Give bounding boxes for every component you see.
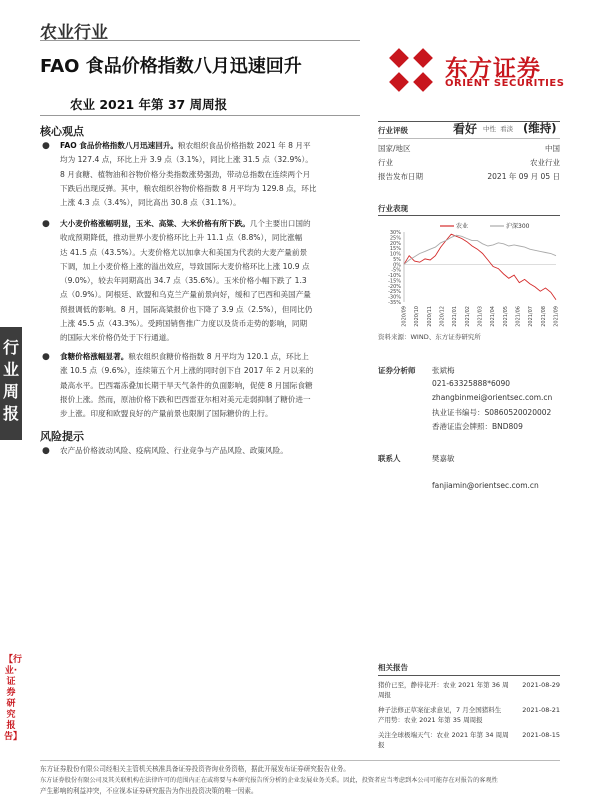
y-tick-label: 20%	[389, 240, 401, 247]
contact-label: 联系人	[378, 454, 401, 463]
rating-row-key: 报告发布日期	[378, 172, 423, 181]
related-title[interactable]: 产用势：农业 2021 年第 35 周周报	[378, 716, 483, 724]
x-tick-label: 2021/03	[477, 306, 484, 327]
y-tick-label: -35%	[388, 300, 401, 306]
x-tick-label: 2021/04	[490, 306, 497, 327]
bullet-line: 均为 127.4 点，环比上升 3.9 点（3.1%），同比上涨 31.5 点（32.9%）。	[60, 155, 313, 165]
rating-row-value: 中国	[545, 144, 560, 153]
orient-securities-logo	[385, 44, 565, 96]
bullet-lead: 食糖价格涨幅显著。	[60, 352, 129, 361]
bullet-line: 的国际大米价格仍处于下行通道。	[60, 333, 174, 343]
bullet-lead: 大小麦价格涨幅明显，玉米、高粱、大米价格有所下跌。	[60, 219, 250, 228]
y-tick-label: -25%	[388, 289, 401, 296]
contact-name: 樊嘉敏	[432, 454, 455, 463]
y-tick-label: 30%	[389, 230, 401, 236]
legend-label: 沪深300	[506, 223, 530, 230]
bullet-dot-icon: ●	[42, 219, 50, 229]
x-tick-label: 2021/05	[502, 306, 509, 327]
bullet-line: 步上涨。印度和欧盟良好的产量前景也限制了国际糖价的上行。	[60, 409, 273, 419]
footer-disclaimer	[40, 764, 560, 797]
bullet-line: 预报调低的影响。8 月，国际高粱报价也下降了 3.9 点（2.5%），但同比仍	[60, 304, 313, 314]
y-tick-label: 10%	[389, 251, 401, 258]
x-tick-label: 2021/08	[540, 306, 547, 327]
side-tag: 【行业·证券研究报告】	[4, 655, 23, 742]
related-item[interactable]	[378, 680, 560, 700]
analyst-label: 证券分析师	[378, 366, 416, 375]
bullet-line: 下跌后出现反弹。其中，粮农组织谷物价格指数 8 月平均为 129.8 点，环比	[60, 183, 317, 193]
analyst-cert: 执业证书编号：S0860520020002	[432, 408, 552, 417]
core-bullet-3	[40, 350, 360, 421]
x-tick-label: 2021/09	[553, 306, 560, 327]
footer-line-text: 东方证券股份有限公司及其关联机构在法律许可的范围内正在或将要与本研究报告所分析的企业发展业务关系。因此，投资者应当考虑到本公司可能存在对报告的客观性	[40, 777, 498, 784]
related-heading: 相关报告	[378, 663, 408, 672]
risk-text: 农产品价格波动风险、疫病风险、行业竞争与产品风险、政策风险。	[60, 446, 288, 455]
bullet-line: （9.0%），较去年同期高出 34.7 点（35.6%）。玉米价格小幅下跌了 1.3	[60, 276, 307, 286]
perf-source: 资料来源：WIND、东方证券研究所	[378, 333, 481, 341]
perf-line	[378, 215, 560, 216]
x-tick-label: 2020/11	[426, 306, 433, 327]
perf-chart	[378, 218, 560, 330]
analyst-name: 张斌梅	[432, 366, 455, 375]
y-tick-label: 25%	[389, 235, 401, 242]
header-divider	[40, 40, 360, 41]
x-tick-label: 2020/12	[439, 306, 446, 327]
logo-mark-icon	[385, 44, 437, 96]
related-item[interactable]	[378, 730, 560, 750]
logo-english: ORIENT SECURITIES	[445, 78, 565, 89]
y-tick-label: 5%	[393, 256, 401, 263]
section-title: 农业行业	[40, 23, 108, 43]
bullet-line: 点（0.9%）。阿根廷、欧盟和乌克兰产量前景向好，缓和了巴西和美国产量	[60, 290, 311, 300]
x-tick-label: 2021/06	[515, 306, 522, 327]
core-bullet-1	[40, 139, 360, 210]
bullet-line: 达 41.5 点（43.5%）。大麦价格尤以加拿大和美国为代表的大麦产量前景	[60, 247, 308, 257]
bullet-line: 最高水平。巴西霜冻叠加长期干旱天气条件的负面影响，促使 8 月国际食糖	[60, 380, 313, 390]
x-tick-label: 2021/02	[464, 306, 471, 327]
x-tick-label: 2020/09	[401, 306, 408, 327]
bullet-line: 涨 10.5 点（9.6%），连续第五个月上涨的同时创下自 2017 年 2 月以来的	[60, 366, 314, 376]
bullet-line: 几个主要出口国的	[249, 219, 311, 228]
report-title: FAO 食品价格指数八月迅速回升	[40, 56, 302, 77]
risk-bullet	[40, 444, 360, 458]
core-heading: 核心观点	[40, 125, 84, 138]
legend-label: 农业	[456, 223, 469, 230]
footer-line	[40, 760, 560, 761]
bullet-line: 下调，加上小麦价格上涨的溢出效应，导致国际大麦价格环比上涨 10.9 点	[60, 261, 310, 271]
related-title[interactable]: 周报	[378, 691, 391, 699]
rating-divider	[378, 138, 560, 139]
series-line	[404, 234, 556, 300]
subtitle-divider	[40, 115, 360, 116]
rating-row-key: 行业	[378, 158, 393, 167]
related-title[interactable]: 关注全球极端天气：农业 2021 年第 34 周周	[378, 731, 509, 739]
y-tick-label: -5%	[391, 267, 401, 274]
footer-line-text: 产生影响的利益冲突，不应视本证券研究报告为作出投资决策的唯一因素。	[40, 787, 258, 795]
rating-label: 行业评级	[378, 126, 408, 135]
bullet-line: 报价上涨。然而，原油价格下跌和巴西雷亚尔相对美元走弱抑制了糖价进一	[60, 394, 311, 404]
x-tick-label: 2021/07	[528, 306, 535, 327]
bullet-line: 粮农组织食品价格指数 2021 年 8 月平	[178, 141, 311, 150]
y-tick-label: 0%	[393, 262, 401, 269]
y-tick-label: -30%	[388, 294, 401, 301]
related-date: 2021-08-21	[522, 706, 560, 714]
related-item[interactable]	[378, 705, 560, 725]
related-title[interactable]: 猪价已至，静待花开：农业 2021 年第 36 周	[378, 681, 509, 689]
y-tick-label: 15%	[389, 246, 401, 253]
bullet-dot-icon: ●	[42, 352, 50, 362]
analyst-phone: 021-63325888*6090	[432, 379, 511, 388]
bullet-dot-icon: ●	[42, 446, 50, 456]
related-date: 2021-08-29	[522, 681, 560, 689]
contact-email[interactable]: fanjiamin@orientsec.com.cn	[432, 481, 539, 490]
bullet-lead: FAO 食品价格指数八月迅速回升。	[60, 141, 179, 150]
rating-options: 中性 看淡	[483, 125, 514, 133]
related-date: 2021-08-15	[522, 731, 560, 739]
report-subtitle: 农业 2021 年第 37 周周报	[70, 97, 228, 112]
series-line	[404, 235, 556, 264]
analyst-email[interactable]: zhangbinmei@orientsec.com.cn	[432, 393, 553, 402]
x-tick-label: 2021/01	[452, 306, 459, 327]
analyst-hk-license: 香港证监会牌照：BND809	[432, 422, 523, 431]
y-tick-label: -10%	[388, 273, 401, 280]
bullet-dot-icon: ●	[42, 141, 50, 151]
side-label-text: 行业周报	[3, 338, 20, 423]
y-tick-label: -20%	[388, 283, 401, 290]
bullet-line: 8 月食糖、植物油和谷物价格分类指数涨势强劲，带动总指数在连续两个月	[60, 169, 311, 179]
x-tick-label: 2020/10	[414, 306, 421, 327]
rating-row-value: 农业行业	[530, 158, 560, 167]
related-title[interactable]: 报	[378, 741, 385, 749]
side-label	[0, 327, 22, 440]
logo-chinese: 东方证券	[445, 56, 541, 82]
bullet-line: 上涨 45.5 点（43.3%）。受跨国销售推广力度以及货币走势的影响，同期	[60, 319, 308, 329]
rating-row-value: 2021 年 09 月 05 日	[487, 172, 560, 181]
core-bullet-2	[40, 217, 360, 346]
bullet-line: 粮农组织食糖价格指数 8 月平均为 120.1 点，环比上	[128, 352, 309, 361]
related-title[interactable]: 种子法修正草案征求意见，7 月全国猪料生	[378, 706, 502, 714]
related-line	[378, 675, 560, 676]
bullet-line: 上涨 4.3 点（3.4%），同比高出 30.8 点（31.1%）。	[60, 198, 241, 208]
bullet-line: 收成预期降低，推动世界小麦价格环比上升 11.1 点（8.8%），同比涨幅	[60, 233, 303, 243]
rating-row-key: 国家/地区	[378, 144, 411, 153]
perf-heading: 行业表现	[378, 204, 408, 213]
footer-line-text: 东方证券股份有限公司经相关主管机关核准具备证券投资咨询业务资格，据此开展发布证券研究报告业务。	[40, 765, 350, 773]
rating-value: 看好	[453, 122, 478, 136]
risk-heading: 风险提示	[40, 430, 84, 443]
y-tick-label: -15%	[388, 278, 401, 285]
rating-hold: (维持)	[523, 121, 557, 135]
